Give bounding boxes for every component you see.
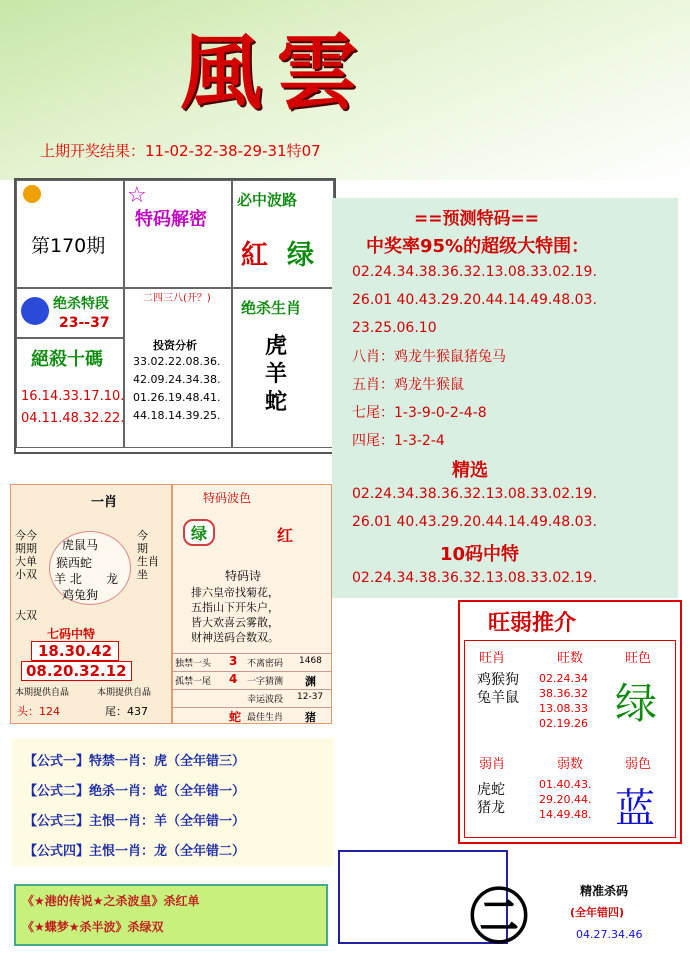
weak-nums	[539, 777, 591, 822]
poem-title: 特码诗	[225, 569, 262, 583]
seven-row1: 18.30.42	[31, 641, 119, 661]
predict-number-line: 26.01 40.43.29.20.44.14.49.48.03.	[352, 292, 597, 308]
select-title: 精选	[452, 460, 488, 481]
formula-line: 【公式三】主恨一肖：羊（全年错一）	[24, 814, 246, 829]
wave-color-red: 紅	[241, 240, 268, 271]
strength-grid	[464, 640, 676, 838]
analysis-title: 投资分析	[153, 339, 197, 352]
formula-line: 【公式二】绝杀一肖：蛇（全年错一）	[24, 784, 246, 799]
kill-seg-cell	[16, 288, 124, 338]
select-number-line: 26.01 40.43.29.20.44.14.49.48.03.	[352, 514, 597, 530]
eight-zodiac: 八肖：鸡龙牛猴鼠猪兔马	[352, 349, 506, 365]
hint-text: 二四三八(开？)	[143, 293, 211, 304]
analysis-cell	[124, 288, 232, 448]
info-value: 猪	[305, 711, 316, 724]
analysis-line: 01.26.19.48.41.	[133, 391, 221, 404]
color-poem-panel	[172, 484, 332, 724]
info-row	[173, 671, 331, 689]
strong-num-label: 旺数	[557, 651, 584, 666]
color-green: 绿	[183, 519, 215, 546]
select-number-line: 02.24.34.38.36.32.13.08.33.02.19.	[352, 486, 597, 502]
kill-zodiac-value: 虎羊蛇	[265, 334, 288, 415]
poem	[191, 585, 279, 645]
analysis-line: 44.18.14.39.25.	[133, 409, 221, 422]
info-row	[173, 689, 331, 707]
issue-number: 第170期	[31, 235, 106, 257]
seven-title: 七码中特	[47, 627, 96, 641]
info-value: 12-37	[297, 692, 324, 702]
info-key: 不离密码	[247, 659, 284, 669]
info-key: 独禁一头	[175, 659, 212, 669]
prediction-panel	[332, 198, 678, 598]
five-zodiac: 五肖：鸡龙牛猴鼠	[352, 377, 464, 393]
strong-color: 绿	[615, 679, 658, 728]
weak-color-label: 弱色	[625, 757, 652, 772]
badge-icon	[23, 185, 41, 203]
info-value: 蛇	[229, 710, 242, 724]
legend-panel	[14, 884, 328, 946]
weak-zodiac: 虎蛇猪龙	[477, 782, 505, 816]
wheel-text: 龙	[106, 572, 119, 586]
info-row	[173, 653, 331, 671]
ten-number-line: 02.24.34.38.36.32.13.08.33.02.19.	[352, 570, 597, 586]
kill-nums: 04.27.34.46	[576, 928, 643, 941]
wave-cell	[232, 180, 334, 288]
weak-color: 蓝	[615, 786, 655, 832]
top-tag: 一肖	[91, 495, 118, 510]
strong-zodiac-label: 旺肖	[479, 651, 506, 666]
info-value: 3	[229, 654, 238, 668]
code-label: 特码解密	[135, 209, 207, 230]
provider-left: 本期提供自晶	[15, 688, 70, 698]
kill-seg-value: 23--37	[59, 315, 110, 331]
analysis-line: 42.09.24.34.38.	[133, 373, 221, 386]
info-key: 最佳生肖	[247, 713, 284, 723]
provider-right: 本期提供自晶	[97, 688, 152, 698]
info-row	[173, 707, 331, 725]
strength-panel	[458, 600, 682, 844]
left-label: 期期	[15, 542, 37, 555]
seven-row2: 08.20.32.12	[21, 661, 132, 681]
formula-line: 【公式四】主恨一肖：龙（全年错二）	[24, 844, 246, 859]
strong-num: 02.19.26	[539, 717, 588, 730]
kill-code-panel	[470, 850, 680, 950]
right-label: 坐	[137, 568, 148, 581]
strong-nums	[539, 671, 588, 731]
zodiac-wheel	[49, 531, 131, 605]
weak-num: 14.49.48.	[539, 808, 592, 821]
info-key: 孤禁一尾	[175, 677, 212, 687]
legend-line: 《★港的传说★之杀波皇》杀红单	[22, 894, 200, 908]
info-value: 4	[229, 672, 238, 686]
issue-cell	[16, 180, 124, 288]
info-value: 渊	[305, 675, 316, 688]
analysis-line: 33.02.22.08.36.	[133, 355, 221, 368]
weak-num-label: 弱数	[557, 757, 584, 772]
strong-color-label: 旺色	[625, 651, 652, 666]
weak-num: 01.40.43.	[539, 778, 592, 791]
formula-panel	[12, 738, 334, 866]
kill-zodiac-label: 绝杀生肖	[241, 299, 302, 317]
wheel-text: 虎鼠马	[62, 538, 99, 552]
predict-number-line: 02.24.34.38.36.32.13.08.33.02.19.	[352, 264, 597, 280]
star-icon: ☆	[127, 183, 147, 208]
seven-tail: 七尾：1-3-9-0-2-4-8	[352, 405, 487, 421]
strong-num: 38.36.32	[539, 687, 588, 700]
top-left-panel	[14, 178, 336, 454]
ten-title: 10码中特	[440, 544, 520, 565]
formula-line: 【公式一】特禁一肖：虎（全年错三）	[24, 754, 246, 769]
tail-value: 尾：437	[105, 705, 148, 718]
poem-line: 五指山下开朱户，	[191, 601, 279, 614]
strength-title: 旺弱推介	[488, 611, 577, 636]
kill-ten-line2: 04.11.48.32.22.	[21, 411, 125, 426]
info-key: 一字猜测	[247, 677, 284, 687]
left-label: 大单	[15, 555, 37, 568]
weak-num: 29.20.44.	[539, 793, 592, 806]
zodiac-wheel-panel	[10, 484, 172, 724]
taiji-icon	[21, 297, 49, 325]
info-value: 1468	[299, 656, 322, 666]
wheel-text: 鸡兔狗	[62, 588, 99, 602]
kill-ten-label: 絕殺十碼	[31, 349, 103, 370]
left-labels	[15, 529, 37, 581]
left-label: 今今	[15, 529, 37, 542]
last-result: 上期开奖结果：11-02-32-38-29-31特07	[40, 142, 321, 160]
banner-text: 特码波色	[203, 491, 252, 505]
legend-line: 《★蝶梦★杀半波》杀绿双	[22, 920, 164, 934]
kill-note: (全年错四)	[570, 906, 625, 919]
kill-ten-line1: 16.14.33.17.10.	[21, 389, 125, 404]
wheel-text: 羊 北	[54, 572, 82, 586]
strong-num: 02.24.34	[539, 672, 588, 685]
color-red: 红	[277, 526, 294, 545]
kill-zodiac-cell	[232, 288, 334, 448]
strong-num: 13.08.33	[539, 702, 588, 715]
right-label: 今	[137, 529, 148, 542]
predict-header: ==预测特码==	[414, 209, 539, 229]
right-label: 期	[137, 542, 148, 555]
left-label: 小双	[15, 568, 37, 581]
code-cell	[124, 180, 232, 288]
info-key: 幸运波段	[247, 695, 284, 705]
poem-line: 皆大欢喜云雾散，	[191, 616, 279, 629]
info-table	[173, 653, 331, 725]
wave-color-green: 绿	[287, 240, 314, 271]
big-double: 大双	[15, 609, 37, 622]
poem-line: 排六皇帝找菊花，	[191, 586, 279, 599]
kill-seg-label: 绝杀特段	[53, 296, 109, 312]
kill-art-icon: ㊁	[470, 883, 529, 951]
kill-label: 精准杀码	[580, 884, 629, 898]
kill-ten-cell	[16, 338, 124, 448]
page-title: 風雲	[180, 25, 373, 121]
strong-zodiac: 鸡猴狗兔羊鼠	[477, 672, 519, 706]
wheel-text: 猴西蛇	[56, 556, 93, 570]
poem-line: 财神送码合数双。	[191, 631, 279, 644]
right-label: 生肖	[137, 555, 159, 568]
predict-subheader: 中奖率95%的超级大特围：	[366, 236, 590, 257]
four-tail: 四尾：1-3-2-4	[352, 433, 445, 449]
wave-title: 必中波路	[237, 191, 298, 209]
predict-number-line: 23.25.06.10	[352, 320, 437, 336]
head-value: 头：124	[17, 705, 60, 718]
weak-zodiac-label: 弱肖	[479, 757, 506, 772]
right-labels	[137, 529, 159, 581]
